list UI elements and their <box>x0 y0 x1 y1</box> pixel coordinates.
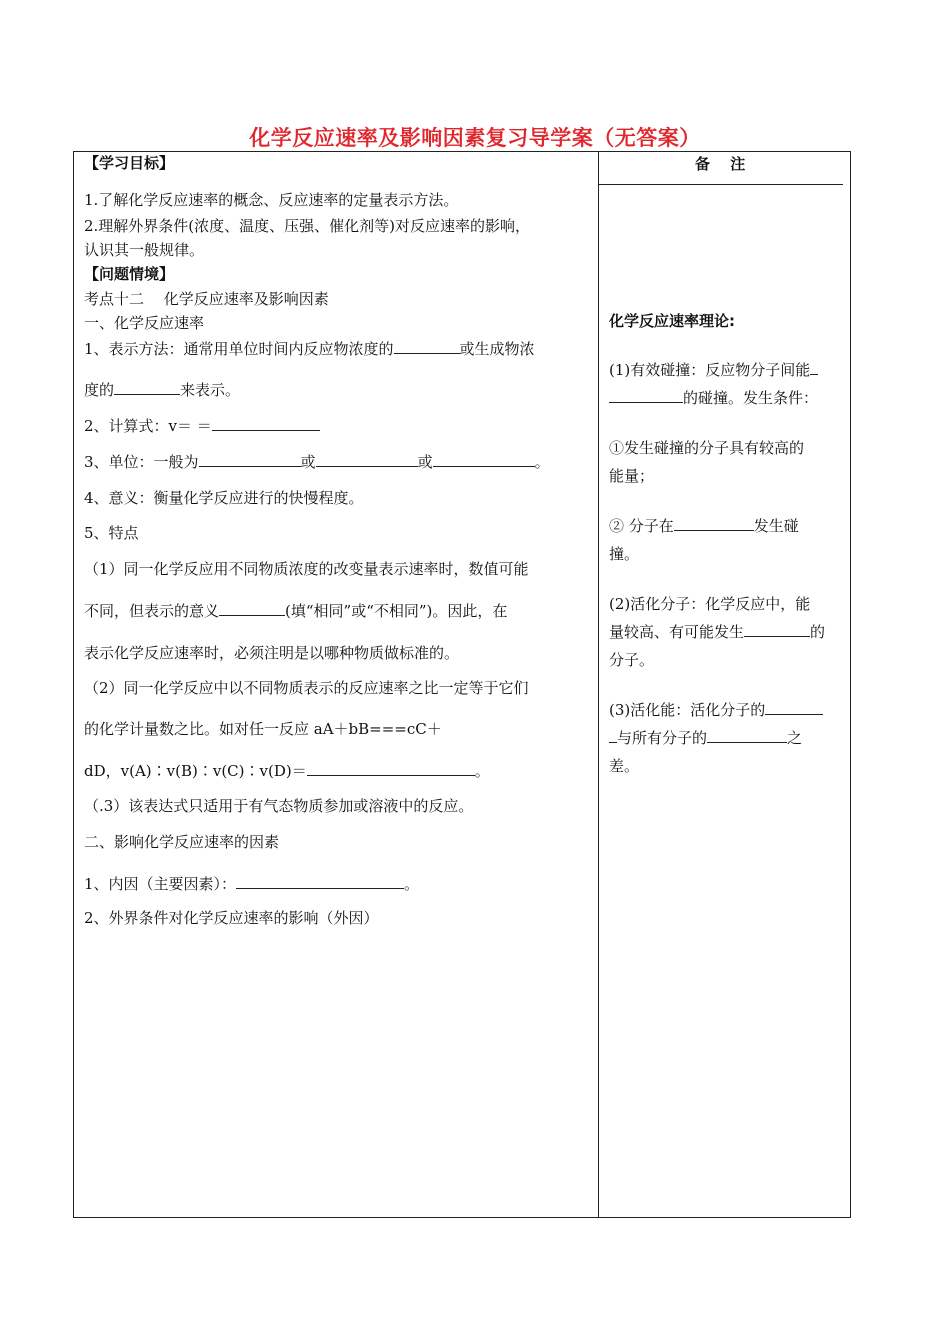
feature-2-line-1: （2）同一化学反应中以不同物质表示的反应速率之比一定等于它们 <box>84 679 529 697</box>
theory-2-text-b: 的 <box>810 623 826 641</box>
theory-3-line-3: 差。 <box>609 757 640 775</box>
condition-2-line-2: 撞。 <box>609 545 640 563</box>
factor-1-text: 1、内因（主要因素）： <box>84 875 237 893</box>
fill-blank[interactable] <box>316 452 418 467</box>
theory-2-text: 量较高、有可能发生 <box>609 623 745 641</box>
fill-blank[interactable] <box>674 516 754 531</box>
theory-3-line-2 <box>609 728 802 748</box>
feature-2-text: dD，v(A)∶v(B)∶v(C)∶v(D)＝ <box>84 762 307 780</box>
fill-blank[interactable] <box>236 874 404 889</box>
feature-1-line-3: 表示化学反应速率时，必须注明是以哪种物质做标准的。 <box>84 644 460 662</box>
fill-blank[interactable] <box>114 380 180 395</box>
fill-blank[interactable] <box>609 728 617 743</box>
theory-3-text: (3)活化能：活化分子的 <box>609 701 766 719</box>
item-3 <box>84 452 550 472</box>
factor-1 <box>84 874 419 894</box>
theory-1-text: (1)有效碰撞：反应物分子间能 <box>609 361 811 379</box>
fill-blank[interactable] <box>765 700 823 715</box>
theory-3-text-c: 之 <box>787 729 803 747</box>
item-1-line-2 <box>84 380 240 400</box>
item-3-or: 或 <box>300 453 316 471</box>
factor-2: 2、外界条件对化学反应速率的影响（外因） <box>84 909 379 927</box>
condition-2-text-b: 发生碰 <box>753 517 799 535</box>
item-2 <box>84 416 320 436</box>
situation-heading: 【问题情境】 <box>84 265 175 283</box>
fill-blank[interactable] <box>219 601 285 616</box>
theory-2-line-3: 分子。 <box>609 651 655 669</box>
feature-3: （.3）该表达式只适用于有气态物质参加或溶液中的反应。 <box>84 797 474 815</box>
theory-3-text-b: 与所有分子的 <box>617 729 708 747</box>
theory-heading: 化学反应速率理论: <box>609 312 735 330</box>
theory-1-line-1 <box>609 360 818 380</box>
theory-1-text-b: 的碰撞。发生条件： <box>683 389 819 407</box>
section-1-heading: 一、化学反应速率 <box>84 314 205 332</box>
feature-1-line-1: （1）同一化学反应用不同物质浓度的改变量表示速率时，数值可能 <box>84 560 529 578</box>
item-1-text-c: 度的 <box>84 381 115 399</box>
item-2-text: 2、计算式：v＝ ＝ <box>84 417 212 435</box>
theory-2-line-2 <box>609 622 825 642</box>
feature-1-text-b: (填“相同”或“不相同”)。因此，在 <box>285 602 508 620</box>
objectives-heading: 【学习目标】 <box>84 154 175 172</box>
item-3-end: 。 <box>534 453 550 471</box>
fill-blank[interactable] <box>810 360 818 375</box>
item-1-text-d: 来表示。 <box>180 381 241 399</box>
objective-2-cont: 认识其一般规律。 <box>84 241 205 259</box>
feature-2-line-3 <box>84 761 490 781</box>
fill-blank[interactable] <box>609 388 683 403</box>
item-3-or: 或 <box>417 453 433 471</box>
document-title: 化学反应速率及影响因素复习导学案（无答案） <box>249 126 701 150</box>
fill-blank[interactable] <box>744 622 810 637</box>
item-1-text-b: 或生成物浓 <box>459 340 535 358</box>
theory-1-line-2 <box>609 388 818 408</box>
feature-1-text: 不同，但表示的意义 <box>84 602 220 620</box>
feature-1-line-2 <box>84 601 507 621</box>
fill-blank[interactable] <box>199 452 301 467</box>
notes-header-rule <box>598 184 843 185</box>
condition-2-text: ② 分子在 <box>609 517 674 535</box>
fill-blank[interactable] <box>707 728 787 743</box>
fill-blank[interactable] <box>307 761 475 776</box>
fill-blank[interactable] <box>394 339 460 354</box>
feature-2-line-2: 的化学计量数之比。如对任一反应 aA＋bB===cC＋ <box>84 720 442 738</box>
item-1-line-1 <box>84 339 535 359</box>
item-3-text: 3、单位：一般为 <box>84 453 199 471</box>
theory-2-line-1: (2)活化分子：化学反应中，能 <box>609 595 811 613</box>
factor-1-end: 。 <box>404 875 420 893</box>
objective-1: 1.了解化学反应速率的概念、反应速率的定量表示方法。 <box>84 191 459 209</box>
section-2-heading: 二、影响化学反应速率的因素 <box>84 833 280 851</box>
objective-2: 2.理解外界条件(浓度、温度、压强、催化剂等)对反应速率的影响， <box>84 217 531 235</box>
theory-3-line-1 <box>609 700 823 720</box>
item-5: 5、特点 <box>84 524 139 542</box>
item-4: 4、意义：衡量化学反应进行的快慢程度。 <box>84 489 364 507</box>
condition-1-line-1: ①发生碰撞的分子具有较高的 <box>609 439 805 457</box>
fill-blank[interactable] <box>212 416 320 431</box>
feature-2-end: 。 <box>474 762 490 780</box>
notes-heading: 备 注 <box>695 155 746 173</box>
fill-blank[interactable] <box>433 452 535 467</box>
item-1-text: 1、表示方法：通常用单位时间内反应物浓度的 <box>84 340 394 358</box>
condition-1-line-2: 能量； <box>609 467 655 485</box>
condition-2-line-1 <box>609 516 799 536</box>
column-divider <box>598 151 599 1218</box>
exam-point: 考点十二 化学反应速率及影响因素 <box>84 290 329 308</box>
